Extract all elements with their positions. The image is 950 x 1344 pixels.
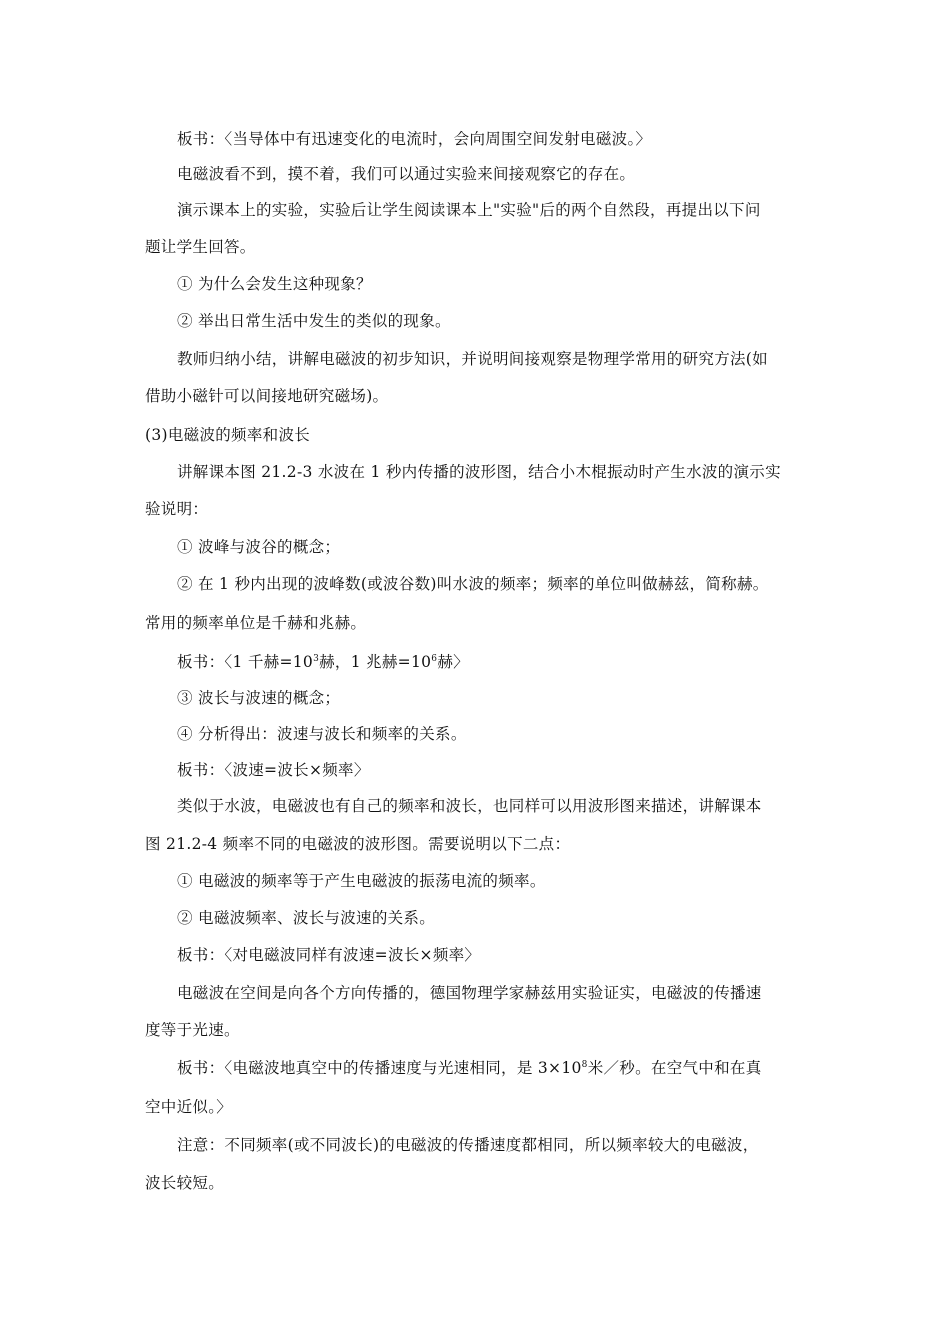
list-item: ① 为什么会发生这种现象？ xyxy=(177,275,372,293)
board-note-units: 板书：〈1 千赫$=10^3$赫，1 兆赫$=10^6$赫〉 xyxy=(177,653,469,671)
paragraph-line: 演示课本上的实验，实验后让学生阅读课本上"实验"后的两个自然段，再提出以下问 xyxy=(177,201,761,219)
paragraph-line: 电磁波看不到，摸不着，我们可以通过实验来间接观察它的存在。 xyxy=(177,165,636,183)
paragraph-line: 教师归纳小结，讲解电磁波的初步知识，并说明间接观察是物理学常用的研究方法(如 xyxy=(177,350,768,368)
paragraph-line: 图 21.2-4 频率不同的电磁波的波形图。需要说明以下二点： xyxy=(145,835,571,853)
paragraph-line: 常用的频率单位是千赫和兆赫。 xyxy=(145,614,367,632)
paragraph-line: 讲解课本图 21.2-3 水波在 1 秒内传播的波形图，结合小木棍振动时产生水波的演示实 xyxy=(177,463,781,481)
list-item: ④ 分析得出：波速与波长和频率的关系。 xyxy=(177,725,467,743)
list-item: ② 电磁波频率、波长与波速的关系。 xyxy=(177,909,436,927)
paragraph-line: 类似于水波，电磁波也有自己的频率和波长，也同样可以用波形图来描述，讲解课本 xyxy=(177,797,762,815)
list-item: ② 举出日常生活中发生的类似的现象。 xyxy=(177,312,451,330)
paragraph-line: 空中近似。〉 xyxy=(145,1098,233,1116)
paragraph-line: 借助小磁针可以间接地研究磁场)。 xyxy=(145,387,389,405)
paragraph-line: 验说明： xyxy=(145,500,209,518)
paragraph-line: 题让学生回答。 xyxy=(145,238,256,256)
board-note: 板书：〈对电磁波同样有波速=波长×频率〉 xyxy=(177,946,481,964)
section-heading: (3)电磁波的频率和波长 xyxy=(145,426,311,444)
list-item: ① 波峰与波谷的概念； xyxy=(177,538,341,556)
board-note-speed: 板书：〈电磁波地真空中的传播速度与光速相同，是 $3\times 10^8$米／秒。在空气中和在真 xyxy=(177,1059,762,1077)
list-item: ② 在 1 秒内出现的波峰数(或波谷数)叫水波的频率；频率的单位叫做赫兹，简称赫。 xyxy=(177,575,769,593)
list-item: ③ 波长与波速的概念； xyxy=(177,689,341,707)
paragraph-line: 度等于光速。 xyxy=(145,1021,240,1039)
paragraph-line: 电磁波在空间是向各个方向传播的，德国物理学家赫兹用实验证实，电磁波的传播速 xyxy=(177,984,762,1002)
list-item: ① 电磁波的频率等于产生电磁波的振荡电流的频率。 xyxy=(177,872,546,890)
paragraph-line: 波长较短。 xyxy=(145,1174,225,1192)
board-note: 板书：〈波速=波长×频率〉 xyxy=(177,761,370,779)
paragraph-line: 板书：〈当导体中有迅速变化的电流时，会向周围空间发射电磁波。〉 xyxy=(177,130,652,148)
note-line: 注意：不同频率(或不同波长)的电磁波的传播速度都相同，所以频率较大的电磁波， xyxy=(177,1136,759,1154)
